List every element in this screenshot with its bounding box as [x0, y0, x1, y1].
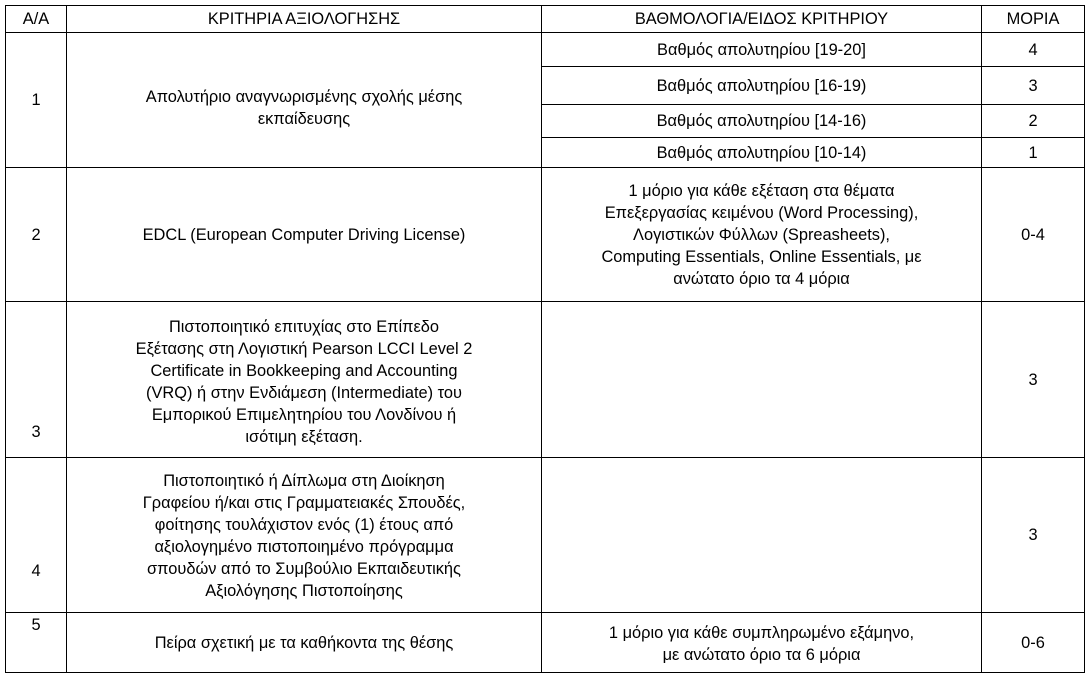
criterion-line: Πιστοποιητικό επιτυχίας στο Επίπεδο [168, 317, 440, 336]
criterion-cell [67, 168, 542, 302]
criterion-cell [67, 613, 542, 673]
header-criteria: ΚΡΙΤΗΡΙΑ ΑΞΙΟΛΟΓΗΣΗΣ [67, 6, 542, 33]
criterion-line: φοίτησης τουλάχιστον ενός (1) έτους από [154, 516, 454, 534]
grading-line: Λογιστικών Φύλλων (Spreasheets), [633, 225, 890, 244]
grade-points: 2 [982, 105, 1085, 138]
grade-range: Βαθμός απολυτηρίου [16-19) [542, 67, 982, 105]
criterion-line: ισότιμη εξέταση. [245, 427, 363, 446]
grading-line: Computing Essentials, Online Essentials, με [601, 247, 922, 266]
table-row [6, 613, 1085, 673]
criterion-cell [67, 33, 542, 168]
table-row [6, 458, 1085, 613]
grading-cell [542, 613, 982, 673]
table-row [6, 168, 1085, 302]
grading-line: 1 μόριο για κάθε συμπληρωμένο εξάμηνο, [608, 623, 915, 642]
grade-points: 4 [982, 33, 1085, 67]
points-cell: 3 [982, 302, 1085, 458]
criterion-line: Πείρα σχετική με τα καθήκοντα της θέσης [154, 634, 454, 652]
criterion-line: Εξέτασης στη Λογιστική Pearson LCCI Level 2 [135, 339, 473, 358]
criterion-line: Εμπορικού Επιμελητηρίου του Λονδίνου ή [151, 405, 457, 424]
header-row [6, 6, 1085, 33]
row-number: 4 [6, 458, 67, 613]
points-cell: 0-6 [982, 613, 1085, 673]
criterion-line: εκπαίδευσης [257, 110, 351, 128]
criterion-line: σπουδών από το Συμβούλιο Εκπαιδευτικής [147, 560, 461, 578]
row-number: 5 [6, 613, 67, 673]
table-row [6, 33, 1085, 67]
points-cell: 3 [982, 458, 1085, 613]
header-aa: Α/Α [6, 6, 67, 33]
criterion-line: Πιστοποιητικό ή Δίπλωμα στη Διοίκηση [163, 472, 445, 490]
grading-cell [542, 168, 982, 302]
grade-range: Βαθμός απολυτηρίου [10-14) [542, 138, 982, 168]
row-number: 2 [6, 168, 67, 302]
table-row [6, 302, 1085, 458]
grade-points: 3 [982, 67, 1085, 105]
criterion-line: Certificate in Bookkeeping and Accounting [150, 361, 458, 380]
criterion-line: Γραφείου ή/και στις Γραμματειακές Σπουδές, [142, 494, 466, 512]
criterion-line: αξιολογημένο πιστοποιημένο πρόγραμμα [154, 538, 454, 556]
criterion-cell [67, 302, 542, 458]
criteria-table [5, 5, 1085, 673]
criterion-line: Απολυτήριο αναγνωρισμένης σχολής μέσης [145, 88, 463, 106]
grading-cell [542, 302, 982, 458]
grading-line: Επεξεργασίας κειμένου (Word Processing), [604, 203, 919, 222]
header-grading: ΒΑΘΜΟΛΟΓΙΑ/ΕΙΔΟΣ ΚΡΙΤΗΡΙΟΥ [542, 6, 982, 33]
row-number: 1 [6, 33, 67, 168]
criterion-line: (VRQ) ή στην Ενδιάμεση (Intermediate) του [146, 383, 462, 402]
criterion-cell [67, 458, 542, 613]
row-number: 3 [6, 302, 67, 458]
grading-line: ανώτατο όριο τα 4 μόρια [673, 269, 850, 288]
grading-line: 1 μόριο για κάθε εξέταση στα θέματα [628, 181, 895, 200]
header-points: ΜΟΡΙΑ [982, 6, 1085, 33]
grading-line: με ανώτατο όριο τα 6 μόρια [662, 645, 861, 664]
grading-cell [542, 458, 982, 613]
points-cell: 0-4 [982, 168, 1085, 302]
grade-points: 1 [982, 138, 1085, 168]
criterion-line: Αξιολόγησης Πιστοποίησης [205, 582, 403, 600]
grade-range: Βαθμός απολυτηρίου [14-16) [542, 105, 982, 138]
criterion-line: EDCL (European Computer Driving License) [142, 225, 466, 244]
grade-range: Βαθμός απολυτηρίου [19-20] [542, 33, 982, 67]
